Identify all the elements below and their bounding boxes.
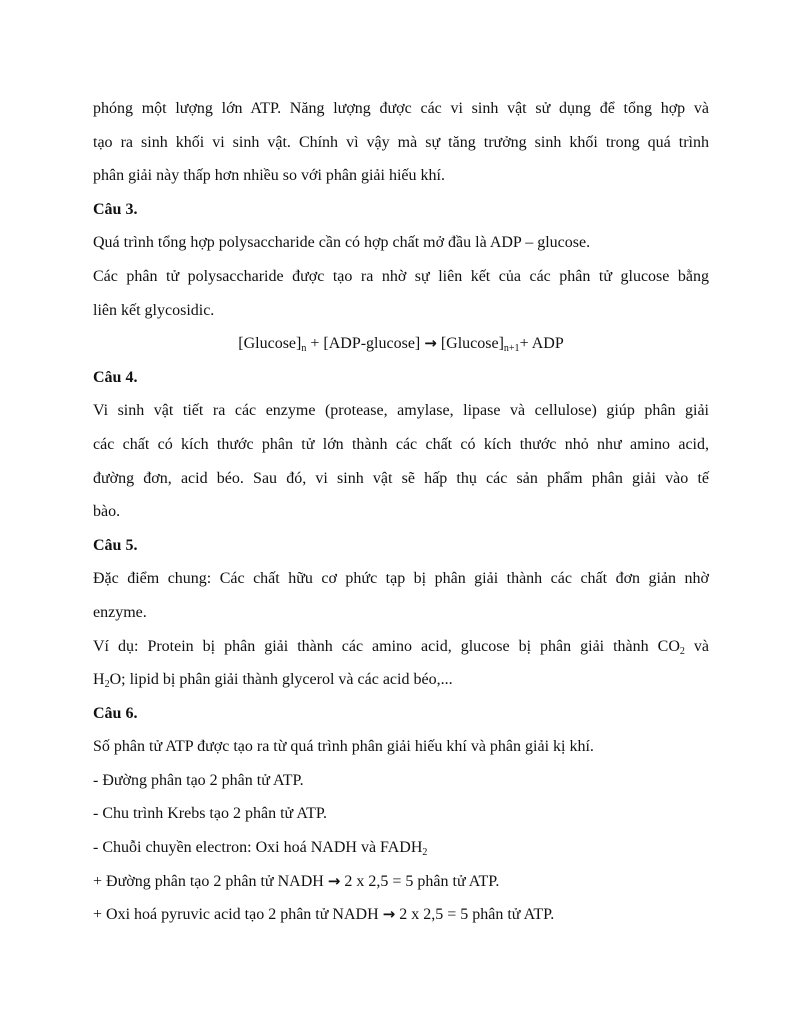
equation: $[Glucose]_n + [ADP-glucose] \to [Glucose]_{n+1}+$ ADP [238,334,564,355]
paragraph-line: phân giải này thấp hơn nhiều so với phân giải hiếu khí. [93,167,445,185]
section-heading-q6: Câu 6. [93,704,138,722]
list-item: - Chuỗi chuyền electron: Oxi hoá NADH và $FADH_2$ [93,839,428,859]
paragraph-line: liên kết glycosidic. [93,301,215,319]
paragraph-line: đường đơn, acid béo. Sau đó, vi sinh vật sẽ hấp thụ các sản phẩm phân giải vào tế [93,469,709,487]
paragraph-line: Đặc điểm chung: Các chất hữu cơ phức tạp bị phân giải thành các chất đơn giản nhờ [93,570,709,588]
section-heading-q4: Câu 4. [93,368,138,386]
list-item: + Oxi hoá pyruvic acid tạo 2 phân tử NADH → 2 x 2,5 = 5 phân tử ATP. [93,905,555,924]
paragraph-line: Các phân tử polysaccharide được tạo ra nhờ sự liên kết của các phân tử glucose bằng [93,267,709,285]
paragraph-line: Vi sinh vật tiết ra các enzyme (protease, amylase, lipase và cellulose) giúp phân giải [93,402,709,420]
paragraph-line: phóng một lượng lớn ATP. Năng lượng được các vi sinh vật sử dụng để tổng hợp và [93,100,709,117]
document-page [93,92,709,932]
list-item: - Chu trình Krebs tạo 2 phân tử ATP. [93,805,327,823]
arrow-icon: → [382,905,396,924]
paragraph-line: Quá trình tổng hợp polysaccharide cần có hợp chất mở đầu là ADP – glucose. [93,234,591,252]
paragraph-line: enzyme. [93,603,147,621]
arrow-icon: → [424,334,437,353]
paragraph-line: Ví dụ: Protein bị phân giải thành các amino acid, glucose bị phân giải thành $CO_2$ và [93,637,709,657]
list-item: + Đường phân tạo 2 phân tử NADH → 2 x 2,5 = 5 phân tử ATP. [93,871,500,890]
list-item: - Đường phân tạo 2 phân tử ATP. [93,771,304,789]
section-heading-q3: Câu 3. [93,200,138,218]
arrow-icon: → [327,871,341,890]
section-heading-q5: Câu 5. [93,536,138,554]
paragraph-line: bào. [93,503,121,521]
paragraph-line: các chất có kích thước phân tử lớn thành các chất có kích thước nhỏ như amino acid, [93,435,709,453]
paragraph-line: $H_2O$; lipid bị phân giải thành glycerol và các acid béo,... [93,671,453,691]
paragraph-line: tạo ra sinh khối vi sinh vật. Chính vì vậy mà sự tăng trưởng sinh khối trong quá trình [93,133,709,151]
paragraph-line: Số phân tử ATP được tạo ra từ quá trình phân giải hiếu khí và phân giải kị khí. [93,738,594,756]
